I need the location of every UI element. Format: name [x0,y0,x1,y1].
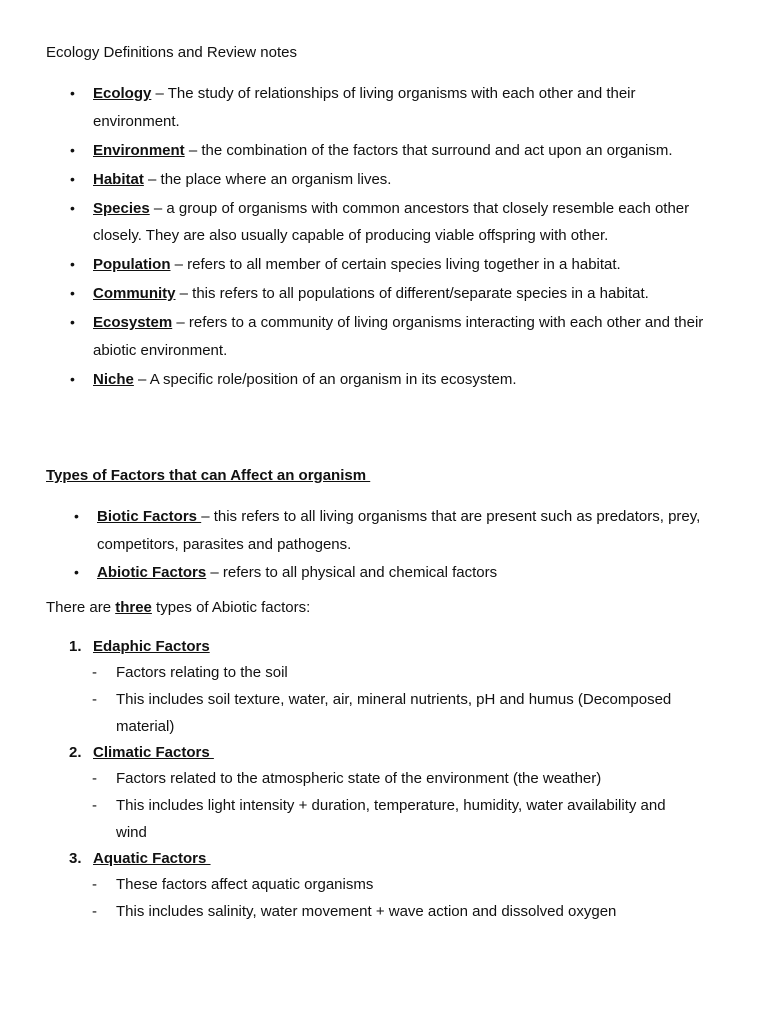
detail-item [0,659,720,686]
bullet-icon: • [70,85,75,101]
definition-term: Population [93,256,171,273]
bullet-icon: • [74,508,79,524]
bullet-icon: • [70,285,75,301]
definition-term: Niche [93,370,134,388]
list-item [0,280,720,308]
type-details [0,659,720,740]
dash-icon: - [92,691,97,708]
list-number: 1. [69,638,82,655]
detail-text: This includes light intensity + duration, temperature, humidity, water availability and wind [116,797,666,841]
definition-term: Community [93,285,176,302]
abiotic-types-list [0,634,720,925]
bullet-icon: • [70,170,75,187]
bullet-icon: • [70,370,75,387]
bullet-icon: • [70,141,75,158]
type-name: Aquatic Factors [93,850,211,867]
dash-icon: - [92,770,97,787]
detail-item [0,686,720,740]
definition-text: – A specific role/position of an organism in its ecosystem. [133,370,517,388]
list-item [0,251,720,279]
bullet-icon: • [70,256,75,272]
factor-term: Abiotic Factors [97,564,207,581]
definition-text: – refers to a community of living organisms interacting with each other and their abiotic environment. [93,314,704,359]
factors-heading: Types of Factors that can Affect an organism [46,467,371,484]
list-item [0,195,720,250]
definition-term: Ecology [93,85,152,102]
factor-text: – this refers to all living organisms that are present such as predators, prey, competitors, parasites and pathogens. [97,508,701,553]
type-details [0,765,720,846]
list-item [0,740,720,846]
list-number: 2. [69,744,82,761]
factors-list [0,503,720,588]
intro-text: types of Abiotic factors: [151,599,311,616]
list-item [0,634,720,740]
detail-item [0,871,720,898]
list-item [0,846,720,925]
type-name: Climatic Factors [93,744,214,761]
list-item [0,559,720,587]
abiotic-intro [46,598,310,618]
type-heading [0,634,720,659]
list-item [0,309,720,364]
list-number: 3. [69,850,82,867]
detail-text: This includes soil texture, water, air, mineral nutrients, pH and humus (Decomposed material) [116,691,672,735]
definition-text: – the place where an organism lives. [143,170,392,188]
definition-term: Ecosystem [93,314,173,331]
bullet-icon: • [74,564,79,580]
type-name: Edaphic Factors [93,638,210,655]
intro-emphasis: three [115,599,152,616]
detail-text: Factors relating to the soil [116,664,288,681]
dash-icon: - [92,903,97,920]
definitions-list [0,80,720,395]
detail-text: This includes salinity, water movement + wave action and dissolved oxygen [116,903,617,920]
detail-text: Factors related to the atmospheric state of the environment (the weather) [116,770,602,787]
factor-text: – refers to all physical and chemical factors [206,564,498,581]
type-heading [0,740,720,765]
detail-text: These factors affect aquatic organisms [116,876,374,893]
factor-term: Biotic Factors [97,508,202,525]
detail-item [0,792,720,846]
dash-icon: - [92,797,97,814]
list-item [0,137,720,165]
bullet-icon: • [70,314,75,330]
definition-text: – this refers to all populations of different/separate species in a habitat. [175,285,649,302]
definition-text: – The study of relationships of living organisms with each other and their environment. [93,85,636,130]
dash-icon: - [92,664,97,681]
definition-text: – the combination of the factors that surround and act upon an organism. [184,141,673,159]
type-details [0,871,720,925]
list-item [0,166,720,194]
type-heading [0,846,720,871]
document-title: Ecology Definitions and Review notes [46,44,297,61]
bullet-icon: • [70,199,75,216]
definition-text: – refers to all member of certain species living together in a habitat. [170,256,621,273]
intro-text: There are [46,599,116,616]
list-item [0,80,720,135]
definition-text: – a group of organisms with common ancestors that closely resemble each other closely. They are also usually capable of producing viable offspring with other. [93,199,690,244]
detail-item [0,765,720,792]
list-item [0,366,720,394]
definition-term: Habitat [93,170,144,188]
dash-icon: - [92,876,97,893]
definition-term: Environment [93,141,185,159]
detail-item [0,898,720,925]
list-item [0,503,720,558]
definition-term: Species [93,199,150,217]
